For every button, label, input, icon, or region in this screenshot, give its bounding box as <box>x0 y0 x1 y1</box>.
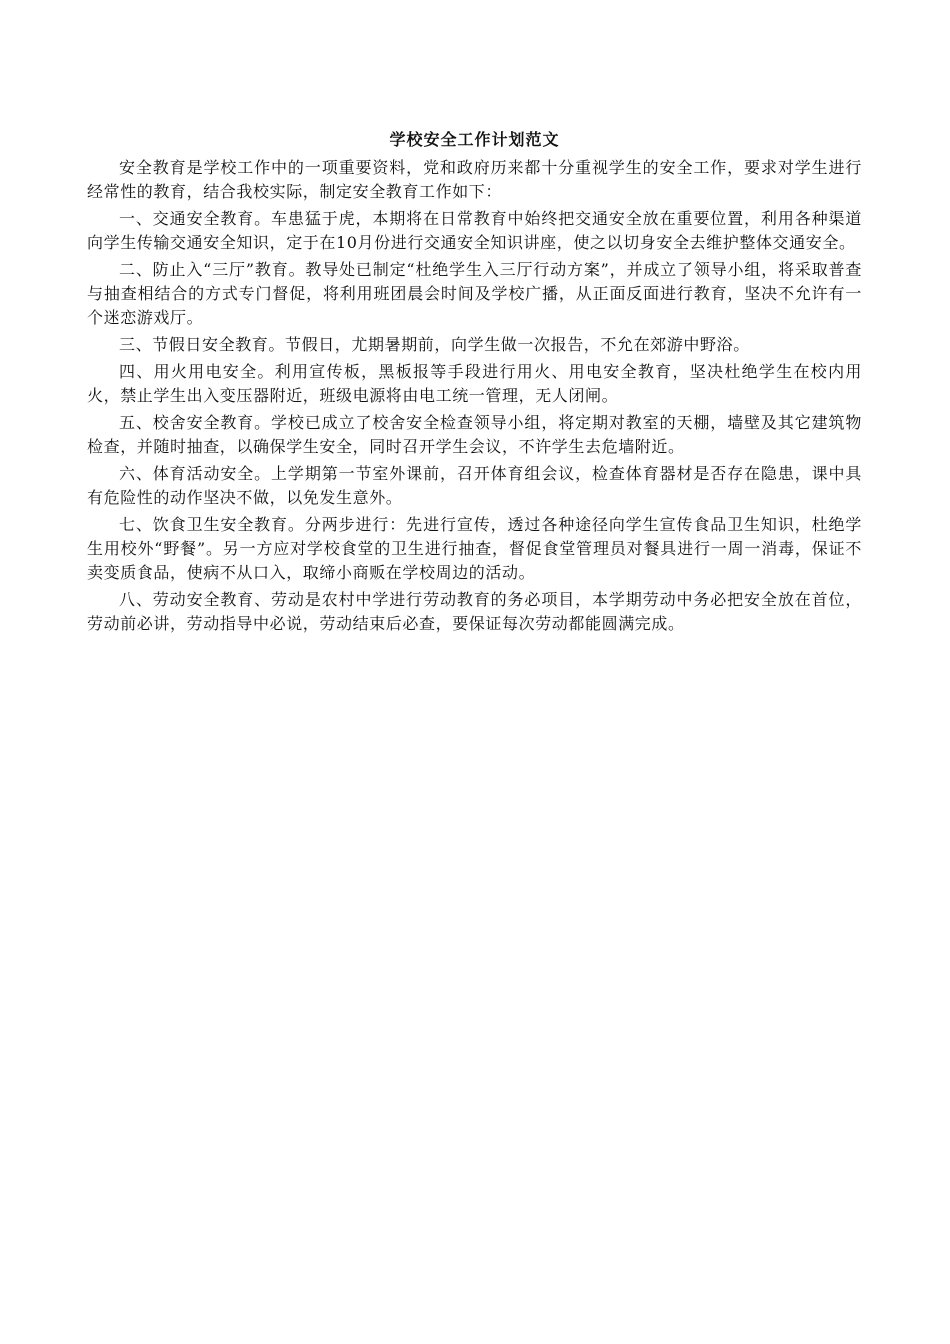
paragraph-traffic-safety: 一、交通安全教育。车患猛于虎，本期将在日常教育中始终把交通安全放在重要位置，利用各种渠道向学生传输交通安全知识，定于在10月份进行交通安全知识讲座，使之以切身安全去维护整体交通安全。 <box>87 209 862 252</box>
paragraph-food-safety: 七、饮食卫生安全教育。分两步进行：先进行宣传，透过各种途径向学生宣传食品卫生知识，杜绝学生用校外“野餐”。另一方应对学校食堂的卫生进行抽查，督促食堂管理员对餐具进行一周一消毒，保证不卖变质食品，使病不从口入，取缔小商贩在学校周边的活动。 <box>87 515 862 582</box>
document-body <box>87 128 862 639</box>
paragraph-holiday-safety: 三、节假日安全教育。节假日，尤期暑期前，向学生做一次报告，不允在郊游中野浴。 <box>119 335 750 354</box>
paragraph-three-halls: 二、防止入“三厅”教育。教导处已制定“杜绝学生入三厅行动方案”，并成立了领导小组，将采取普查与抽查相结合的方式专门督促，将利用班团晨会时间及学校广播，从正面反面进行教育，坚决不允许有一个迷恋游戏厅。 <box>87 260 862 327</box>
document-title: 学校安全工作计划范文 <box>389 130 560 149</box>
paragraph-labor-safety: 八、劳动安全教育、劳动是农村中学进行劳动教育的务必项目，本学期劳动中务必把安全放在首位，劳动前必讲，劳动指导中必说，劳动结束后必查，要保证每次劳动都能圆满完成。 <box>87 590 862 633</box>
paragraph-intro: 安全教育是学校工作中的一项重要资料，党和政府历来都十分重视学生的安全工作，要求对学生进行经常性的教育，结合我校实际，制定安全教育工作如下： <box>87 158 862 201</box>
paragraph-sports-safety: 六、体育活动安全。上学期第一节室外课前，召开体育组会议，检查体育器材是否存在隐患，课中具有危险性的动作坚决不做，以免发生意外。 <box>87 464 862 507</box>
paragraph-fire-electric-safety: 四、用火用电安全。利用宣传板，黑板报等手段进行用火、用电安全教育，坚决杜绝学生在校内用火，禁止学生出入变压器附近，班级电源将由电工统一管理，无人闭闸。 <box>87 362 862 405</box>
paragraph-building-safety: 五、校舍安全教育。学校已成立了校舍安全检查领导小组，将定期对教室的天棚，墙壁及其它建筑物检查，并随时抽查，以确保学生安全，同时召开学生会议，不许学生去危墙附近。 <box>87 413 862 456</box>
